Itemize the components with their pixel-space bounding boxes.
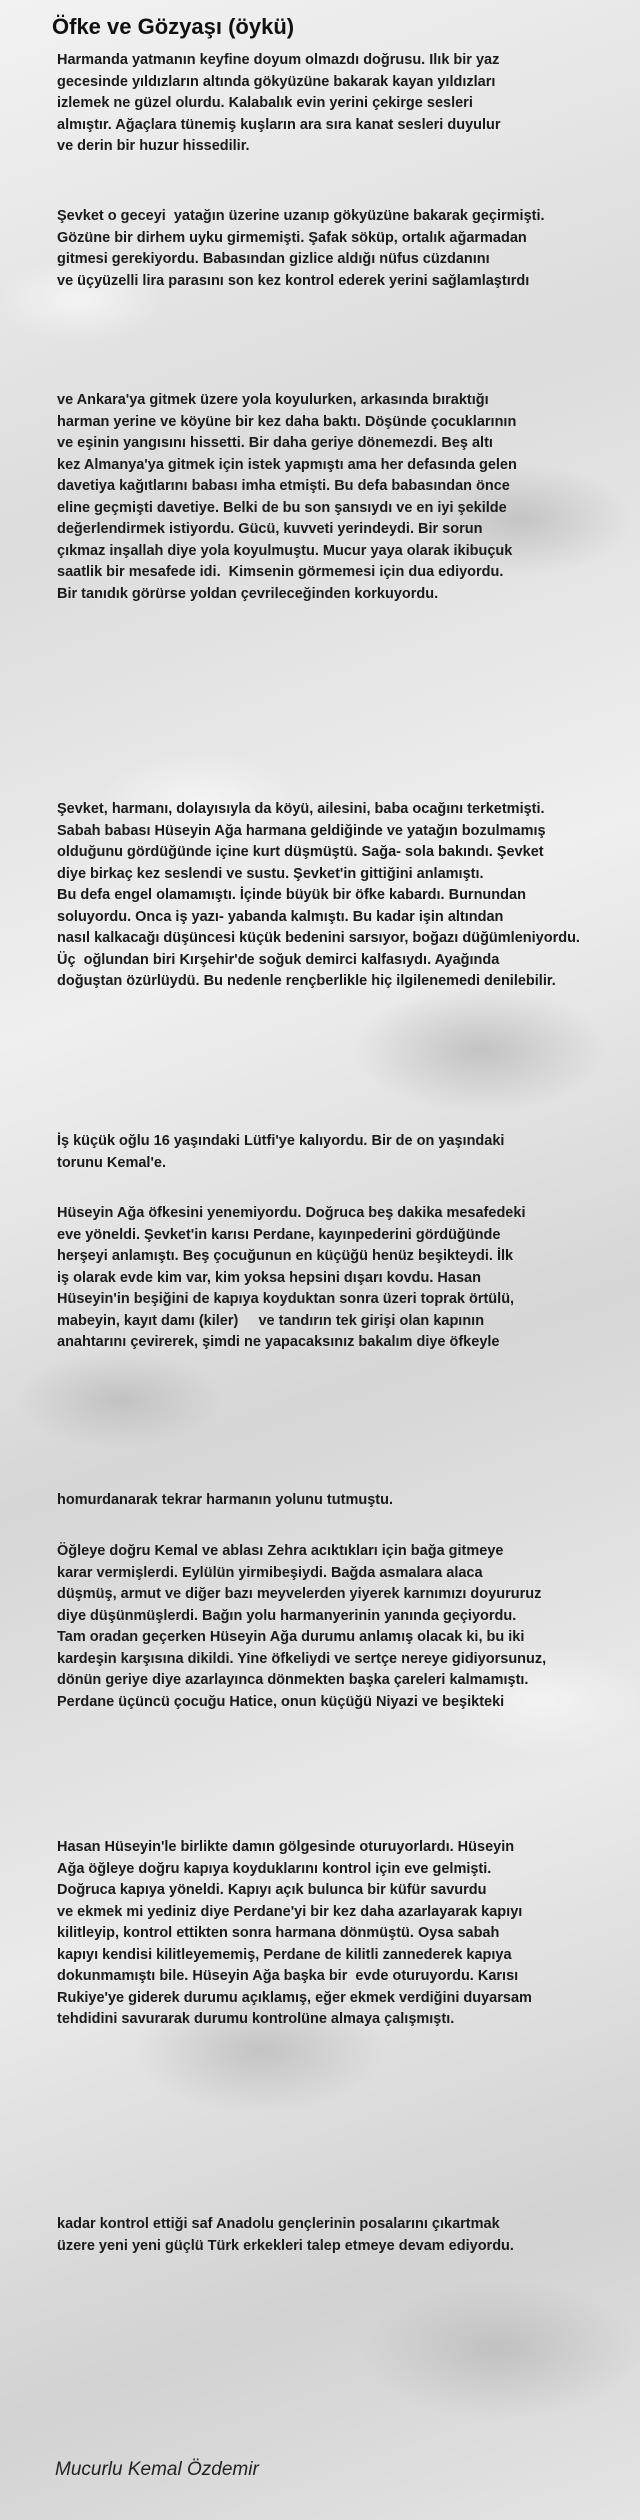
paragraph-2: Şevket o geceyi yatağın üzerine uzanıp gökyüzüne bakarak geçirmişti. Gözüne bir dirhem uyku girmemişti. Şafak söküp, ortalık ağarmadan gitmesi gerekiyordu. Babasından gizlice aldığı nüfus cüzdanını ve üçyüzelli lira parasını son kez kontrol ederek yerini sağlamlaştırdı: [57, 208, 545, 289]
paragraph-3: ve Ankara'ya gitmek üzere yola koyulurken, arkasında bıraktığı harman yerine ve köyüne bir kez daha baktı. Döşünde çocuklarının ve eşinin yangısını hissetti. Bir daha geriye dönemezdi. Beş altı kez Almanya'ya gitmek için istek yapmıştı ama her defasında gelen davetiya kağıtlarını babası imha etmişti. Bu defa babasından önce eline geçmişti davetiye. Belki de bu son şansıydı ve en iyi şekilde değerlendirmek istiyordu. Gücü, kuvveti yerindeydi. Bir sorun çıkmaz inşallah diye yola koyulmuştu. Mucur yaya olarak ikibuçuk saatlik bir mesafede idi. Kimsenin görmemesi için dua ediyordu. Bir tanıdık görürse yoldan çevrileceğinden korkuyordu.: [57, 392, 517, 602]
poem-title: Öfke ve Gözyaşı (öykü): [52, 14, 295, 39]
paragraph-4: Şevket, harmanı, dolayısıyla da köyü, ailesini, baba ocağını terketmişti. Sabah babası Hüseyin Ağa harmana geldiğinde ve yatağın bozulmamış olduğunu gördüğünde içine kurt düşmüştü. Sağa- sola bakındı. Şevket diye birkaç kez seslendi ve sustu. Şevket'in gittiğini anlamıştı. Bu defa engel olamamıştı. İçinde büyük bir öfke kabardı. Burnundan soluyordu. Onca iş yazı- yabanda kalmıştı. Bu kadar işin altından nasıl kalkacağı düşüncesi küçük bedenini sarsıyor, boğazı düğümleniyordu. Üç oğlundan biri Kırşehir'de soğuk demirci kalfasıydı. Ayağında doğuştan özürlüydü. Bu nedenle rençberlikle hiç ilgilenemedi denilebilir.: [57, 801, 580, 989]
paragraph-7: homurdanarak tekrar harmanın yolunu tutmuştu.: [57, 1492, 393, 1508]
paragraph-8: Öğleye doğru Kemal ve ablası Zehra acıktıkları için bağa gitmeye karar vermişlerdi. Eylülün yirmibeşiydi. Bağda asmalara alaca düşmüş, armut ve diğer bazı meyvelerden yiyerek karnımızı doyururuz diye düşünmüşlerdi. Bağın yolu harmanyerinin yanında geçiyordu. Tam oradan geçerken Hüseyin Ağa durumu anlamış olacak ki, bu iki kardeşin karşısına dikildi. Yine öfkeliydi ve sertçe nereye gidiyorsunuz, dönün geriye diye azarlayınca dönmekten başka çareleri kalmamıştı. Perdane üçüncü çocuğu Hatice, onun küçüğü Niyazi ve beşikteki: [57, 1543, 547, 1710]
paragraph-5: İş küçük oğlu 16 yaşındaki Lütfi'ye kalıyordu. Bir de on yaşındaki torunu Kemal'e.: [57, 1133, 505, 1171]
paragraph-10: kadar kontrol ettiği saf Anadolu gençlerinin posalarını çıkartmak üzere yeni yeni güçlü Türk erkekleri talep etmeye devam ediyordu.: [57, 2216, 514, 2254]
paragraph-9: Hasan Hüseyin'le birlikte damın gölgesinde oturuyorlardı. Hüseyin Ağa öğleye doğru kapıya koyduklarını kontrol için eve gelmişti. Doğruca kapıya yöneldi. Kapıyı açık bulunca bir küfür savurdu ve ekmek mi yediniz diye Perdane'yi bir kez daha azarlayarak kapıyı kilitleyip, kontrol ettikten sonra harmana dönmüştü. Oysa sabah kapıyı kendisi kilitleyememiş, Perdane de kilitli zannederek kapıya dokunmamıştı bile. Hüseyin Ağa başka bir evde oturuyordu. Karısı Rukiye'ye giderek durumu açıklamış, eğer ekmek verdiğini duyarsam tehdidini savurarak durumu kontrolüne almaya çalışmıştı.: [57, 1839, 532, 2027]
paragraph-1: Harmanda yatmanın keyfine doyum olmazdı doğrusu. Ilık bir yaz gecesinde yıldızların altında gökyüzüne bakarak kayan yıldızları izlemek ne güzel olurdu. Kalabalık evin yerini çekirge sesleri almıştır. Ağaçlara tünemiş kuşların ara sıra kanat sesleri duyulur ve derin bir huzur hissedilir.: [57, 52, 501, 154]
paragraph-6: Hüseyin Ağa öfkesini yenemiyordu. Doğruca beş dakika mesafedeki eve yöneldi. Şevket'in karısı Perdane, kayınpederini gördüğünde herşeyi anlamıştı. Beş çocuğunun en küçüğü henüz beşikteydi. İlk iş olarak evde kim var, kim yoksa hepsini dışarı kovdu. Hasan Hüseyin'in beşiğini de kapıya koyduktan sonra üzeri toprak örtülü, mabeyin, kayıt damı (kiler) ve tandırın tek girişi olan kapının anahtarını çevirerek, şimdi ne yapacaksınız bakalım diye öfkeyle: [57, 1205, 526, 1350]
author-signature: Mucurlu Kemal Özdemir: [55, 2459, 259, 2480]
